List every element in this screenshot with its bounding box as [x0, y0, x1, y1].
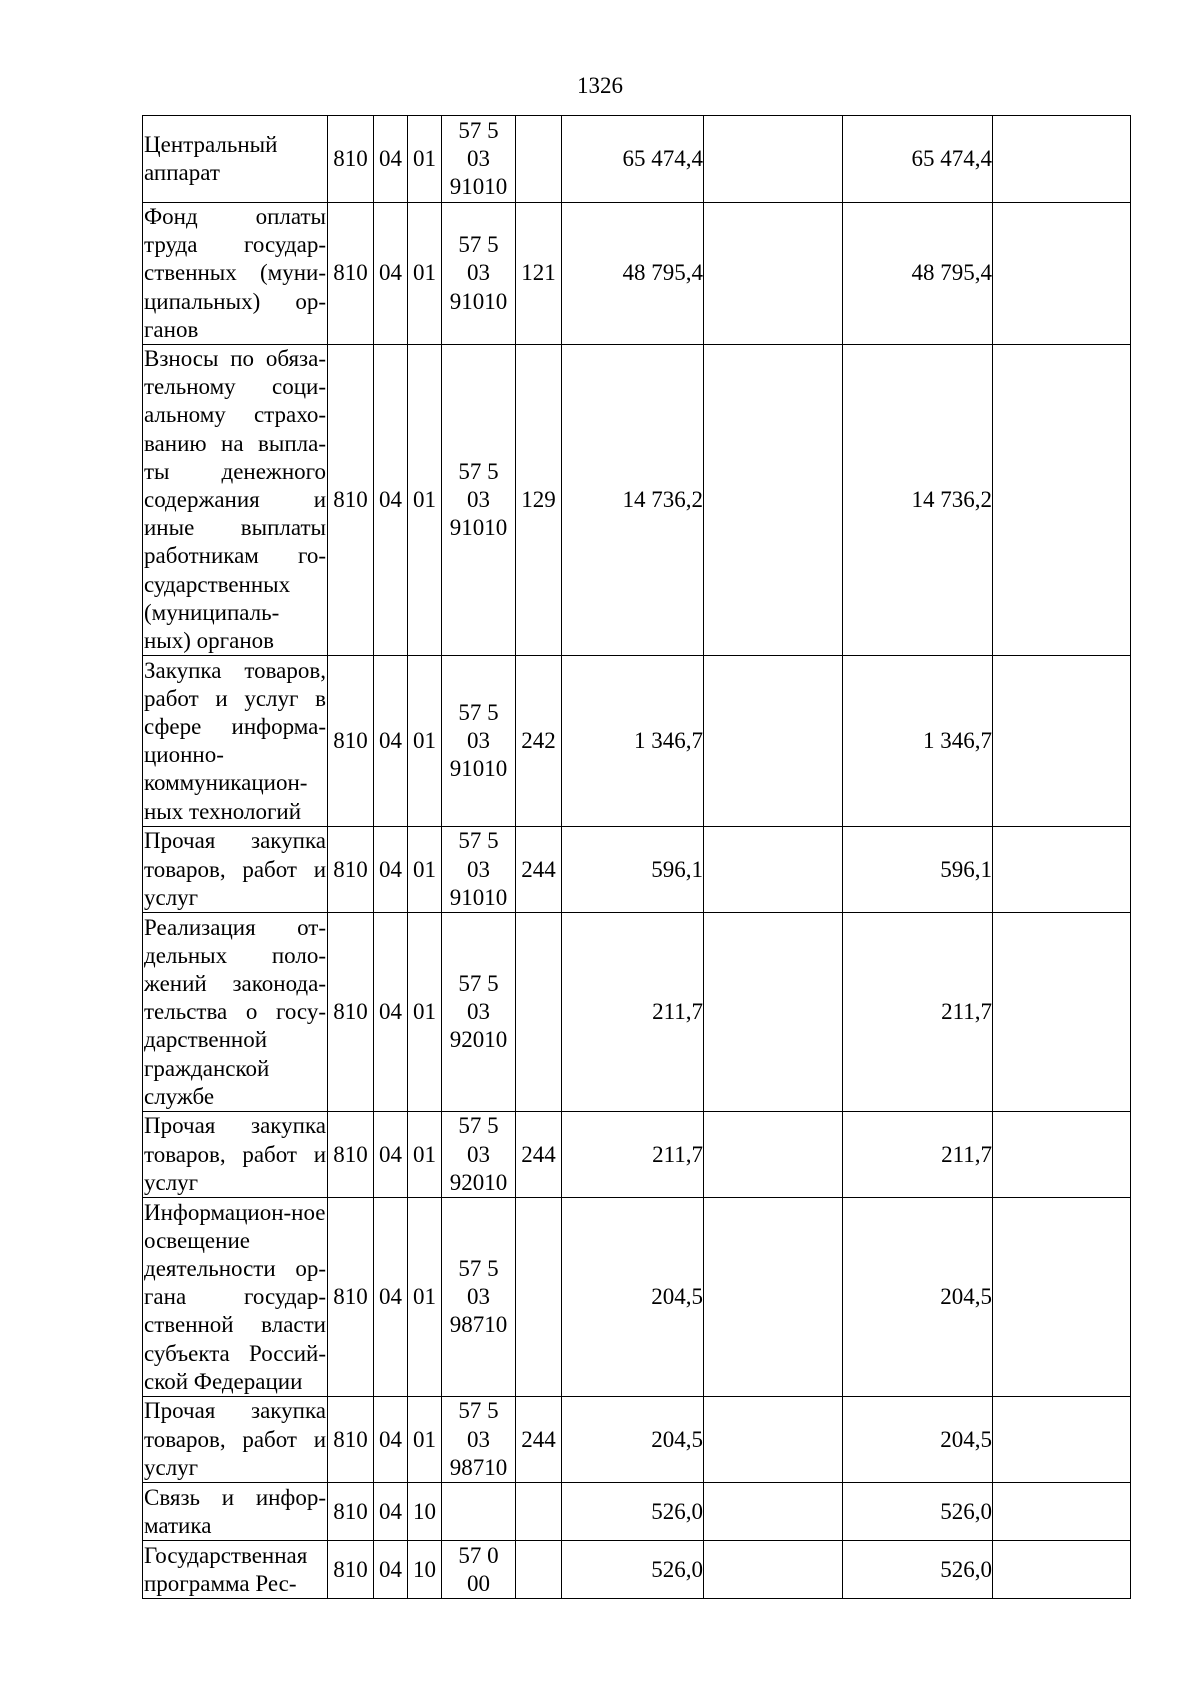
expense-type-cell: 244	[516, 1397, 562, 1483]
expense-name-cell: Реализация от-дельных поло-жений законода-тельства о госу-дарственной гражданской службе	[143, 913, 328, 1112]
amount-cell-4	[993, 345, 1131, 656]
amount-cell-2	[704, 1541, 843, 1599]
amount-cell-4	[993, 116, 1131, 203]
expense-type-cell	[516, 1483, 562, 1541]
section-code-cell: 04	[374, 345, 408, 656]
amount-cell-1: 526,0	[562, 1483, 704, 1541]
amount-cell-2	[704, 656, 843, 827]
amount-cell-2	[704, 1112, 843, 1198]
target-article-cell	[442, 1483, 516, 1541]
amount-cell-4	[993, 1198, 1131, 1397]
target-article-text: 57 5 03 91010	[449, 232, 508, 314]
amount-cell-4	[993, 827, 1131, 913]
ministry-code-cell: 810	[328, 1397, 374, 1483]
amount-cell-1: 526,0	[562, 1541, 704, 1599]
amount-cell-2	[704, 1483, 843, 1541]
table-row	[143, 827, 1131, 913]
target-article-cell	[442, 827, 516, 913]
target-article-cell	[442, 913, 516, 1112]
expense-type-cell	[516, 1541, 562, 1599]
amount-cell-2	[704, 345, 843, 656]
expense-name-cell: Фонд оплаты труда государ-ственных (муни-ципальных) ор-ганов	[143, 203, 328, 345]
expense-type-cell: 244	[516, 827, 562, 913]
table-row	[143, 1198, 1131, 1397]
amount-cell-3: 48 795,4	[843, 203, 993, 345]
section-code-cell: 04	[374, 116, 408, 203]
table-row	[143, 1541, 1131, 1599]
amount-cell-4	[993, 1541, 1131, 1599]
amount-cell-4	[993, 203, 1131, 345]
target-article-text: 57 5 03 91010	[449, 699, 508, 782]
table-row	[143, 345, 1131, 656]
expense-name-cell: Информацион-ное освещение деятельности ор-гана государ-ственной власти субъекта Россий-ской Федерации	[143, 1198, 328, 1397]
amount-cell-4	[993, 656, 1131, 827]
ministry-code-cell: 810	[328, 656, 374, 827]
expense-type-cell: 242	[516, 656, 562, 827]
amount-cell-3: 1 346,7	[843, 656, 993, 827]
page-number: 1326	[577, 73, 623, 98]
table-row	[143, 116, 1131, 203]
target-article-text: 57 5 03 91010	[449, 458, 508, 541]
ministry-code-cell: 810	[328, 913, 374, 1112]
amount-cell-2	[704, 827, 843, 913]
amount-cell-1: 1 346,7	[562, 656, 704, 827]
subsection-code-cell: 01	[408, 1397, 442, 1483]
amount-cell-1: 48 795,4	[562, 203, 704, 345]
amount-cell-3: 65 474,4	[843, 116, 993, 203]
section-code-cell: 04	[374, 827, 408, 913]
target-article-cell	[442, 656, 516, 827]
budget-table-body	[143, 116, 1131, 1599]
subsection-code-cell: 01	[408, 203, 442, 345]
subsection-code-cell: 01	[408, 1198, 442, 1397]
ministry-code-cell: 810	[328, 203, 374, 345]
target-article-text: 57 5 03 92010	[449, 1113, 508, 1195]
amount-cell-1: 204,5	[562, 1198, 704, 1397]
target-article-text: 57 5 03 91010	[449, 117, 508, 200]
target-article-cell	[442, 1112, 516, 1198]
table-row	[143, 1397, 1131, 1483]
subsection-code-cell: 01	[408, 913, 442, 1112]
target-article-cell	[442, 1198, 516, 1397]
amount-cell-1: 596,1	[562, 827, 704, 913]
amount-cell-2	[704, 1397, 843, 1483]
amount-cell-3: 211,7	[843, 1112, 993, 1198]
amount-cell-2	[704, 1198, 843, 1397]
amount-cell-1: 211,7	[562, 913, 704, 1112]
expense-type-cell: 121	[516, 203, 562, 345]
amount-cell-1: 204,5	[562, 1397, 704, 1483]
expense-name-cell: Прочая закупка товаров, работ и услуг	[143, 1397, 328, 1483]
expense-name-cell: Взносы по обяза-тельному соци-альному страхо-ванию на выпла-ты денежного содержания и иные выплаты работникам го-сударственных (муниципаль-ных) органов	[143, 345, 328, 656]
target-article-cell	[442, 1541, 516, 1599]
ministry-code-cell: 810	[328, 827, 374, 913]
target-article-text: 57 5 03 98710	[449, 1255, 508, 1338]
subsection-code-cell: 01	[408, 1112, 442, 1198]
ministry-code-cell: 810	[328, 1483, 374, 1541]
section-code-cell: 04	[374, 1397, 408, 1483]
amount-cell-3: 526,0	[843, 1483, 993, 1541]
amount-cell-3: 204,5	[843, 1198, 993, 1397]
table-row	[143, 1483, 1131, 1541]
target-article-cell	[442, 345, 516, 656]
ministry-code-cell: 810	[328, 1198, 374, 1397]
expense-type-cell: 129	[516, 345, 562, 656]
target-article-cell	[442, 116, 516, 203]
amount-cell-4	[993, 913, 1131, 1112]
expense-type-cell: 244	[516, 1112, 562, 1198]
table-row	[143, 1112, 1131, 1198]
amount-cell-1: 14 736,2	[562, 345, 704, 656]
amount-cell-3: 14 736,2	[843, 345, 993, 656]
target-article-text: 57 5 03 98710	[449, 1398, 508, 1480]
amount-cell-4	[993, 1483, 1131, 1541]
amount-cell-1: 211,7	[562, 1112, 704, 1198]
ministry-code-cell: 810	[328, 1541, 374, 1599]
expense-name-cell: Связь и инфор-матика	[143, 1483, 328, 1541]
ministry-code-cell: 810	[328, 116, 374, 203]
target-article-cell	[442, 1397, 516, 1483]
subsection-code-cell: 01	[408, 827, 442, 913]
section-code-cell: 04	[374, 656, 408, 827]
target-article-text: 57 0 00	[458, 1542, 499, 1596]
expense-name-cell: Закупка товаров, работ и услуг в сфере информа-ционно-коммуникацион-ных технологий	[143, 656, 328, 827]
subsection-code-cell: 01	[408, 345, 442, 656]
expense-type-cell	[516, 116, 562, 203]
section-code-cell: 04	[374, 1483, 408, 1541]
section-code-cell: 04	[374, 1198, 408, 1397]
amount-cell-3: 204,5	[843, 1397, 993, 1483]
subsection-code-cell: 01	[408, 656, 442, 827]
section-code-cell: 04	[374, 203, 408, 345]
subsection-code-cell: 10	[408, 1541, 442, 1599]
amount-cell-2	[704, 116, 843, 203]
amount-cell-4	[993, 1112, 1131, 1198]
amount-cell-1: 65 474,4	[562, 116, 704, 203]
amount-cell-3: 596,1	[843, 827, 993, 913]
expense-name-cell: Прочая закупка товаров, работ и услуг	[143, 827, 328, 913]
expense-name-cell: Государственная программа Рес-	[143, 1541, 328, 1599]
expense-name-cell: Центральный аппарат	[143, 116, 328, 203]
section-code-cell: 04	[374, 1541, 408, 1599]
target-article-text: 57 5 03 92010	[449, 970, 508, 1053]
amount-cell-2	[704, 913, 843, 1112]
amount-cell-2	[704, 203, 843, 345]
subsection-code-cell: 01	[408, 116, 442, 203]
expense-type-cell	[516, 913, 562, 1112]
amount-cell-3: 211,7	[843, 913, 993, 1112]
table-row	[143, 203, 1131, 345]
subsection-code-cell: 10	[408, 1483, 442, 1541]
expense-name-cell: Прочая закупка товаров, работ и услуг	[143, 1112, 328, 1198]
target-article-cell	[442, 203, 516, 345]
table-row	[143, 913, 1131, 1112]
amount-cell-3: 526,0	[843, 1541, 993, 1599]
ministry-code-cell: 810	[328, 1112, 374, 1198]
ministry-code-cell: 810	[328, 345, 374, 656]
amount-cell-4	[993, 1397, 1131, 1483]
budget-table	[142, 115, 1131, 1599]
table-row	[143, 656, 1131, 827]
expense-type-cell	[516, 1198, 562, 1397]
section-code-cell: 04	[374, 913, 408, 1112]
target-article-text: 57 5 03 91010	[449, 828, 508, 910]
section-code-cell: 04	[374, 1112, 408, 1198]
